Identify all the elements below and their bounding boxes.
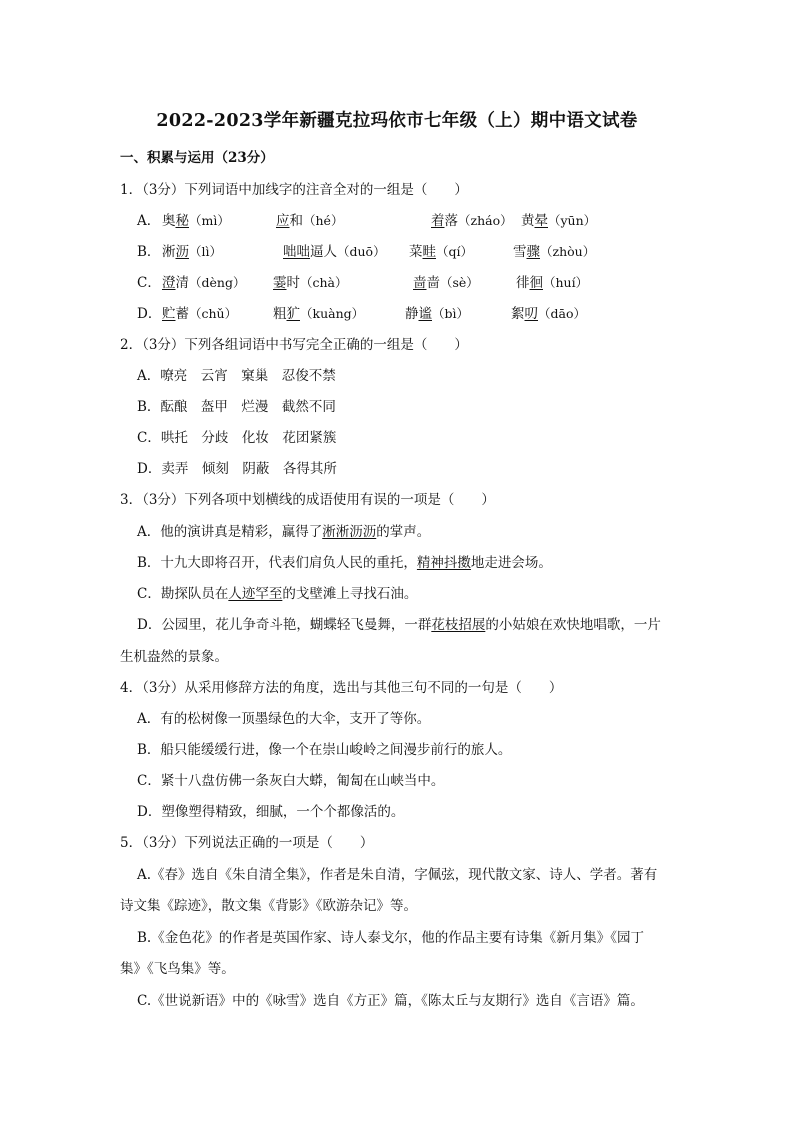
q1-c-word-3: 啬啬（sè） [413,275,479,291]
section-heading: 一、积累与运用（23分） [120,150,274,166]
q1-a-word-2: 应和（hé） [276,213,344,229]
question-2-stem: 2．（3分）下列各组词语中书写完全正确的一组是（ ） [120,337,468,353]
q1-b-word-1: 淅沥（lì） [162,244,222,260]
question-3-option-d-continued: 生机盎然的景象。 [120,649,228,665]
question-5-option-b-continued: 集》《飞鸟集》等。 [120,961,235,977]
question-2-option-b: B．酝酿 盔甲 烂漫 截然不同 [137,399,336,415]
question-3-option-c: C．勘探队员在人迹罕至的戈壁滩上寻找石油。 [137,586,418,602]
q1-d-word-4: 絮叨（dāo） [511,306,586,322]
question-4-option-a: A．有的松树像一顶墨绿色的大伞，支开了等你。 [137,711,431,727]
question-4-option-b: B．船只能缓缓行进，像一个在崇山峻岭之间漫步前行的旅人。 [137,742,512,758]
q1-d-word-3: 静谧（bì） [405,306,469,322]
question-2-option-d: D．卖弄 倾刻 阴蔽 各得其所 [137,461,337,477]
question-4-stem: 4．（3分）从采用修辞方法的角度，选出与其他三句不同的一句是（ ） [120,680,563,696]
question-5-option-a-continued: 诗文集《踪迹》，散文集《背影》《欧游杂记》等。 [120,898,417,914]
q1-b-word-2: 咄咄逼人（duō） [283,244,386,260]
q1-b-word-4: 雪骤（zhòu） [513,244,596,260]
option-label: B． [137,244,161,260]
option-label: D． [137,306,162,322]
question-2-option-a: A．嘹亮 云宵 窠巢 忍俊不禁 [137,368,336,384]
question-4-option-d: D．塑像塑得精致，细腻，一个个都像活的。 [137,804,405,820]
page-title: 2022-2023学年新疆克拉玛依市七年级（上）期中语文试卷 [156,111,638,131]
question-3-option-d: D．公园里，花儿争奇斗艳，蝴蝶轻飞曼舞，一群花枝招展的小姑娘在欢快地唱歌，一片 [137,617,661,633]
option-label: C． [137,275,161,291]
question-5-option-b: B.《金色花》的作者是英国作家、诗人泰戈尔，他的作品主要有诗集《新月集》《园丁 [137,930,644,946]
question-3-option-b: B．十九大即将召开，代表们肩负人民的重托，精神抖擞地走进会场。 [137,555,552,571]
question-5-stem: 5．（3分）下列说法正确的一项是（ ） [120,835,374,851]
option-label: A． [137,213,161,229]
question-5-option-c: C.《世说新语》中的《咏雪》选自《方正》篇，《陈太丘与友期行》选自《言语》篇。 [137,993,644,1009]
question-3-stem: 3．（3分）下列各项中划横线的成语使用有误的一项是（ ） [120,492,495,508]
question-1-stem: 1．（3分）下列词语中加线字的注音全对的一组是（ ） [120,182,468,198]
question-4-option-c: C．紧十八盘仿佛一条灰白大蟒，匍匐在山峡当中。 [137,773,445,789]
q1-a-word-3: 着落（zháo） [431,213,513,229]
q1-c-word-4: 徘徊（huí） [516,275,589,291]
q1-a-word-1: 奥秘（mì） [162,213,230,229]
question-5-option-a: A.《春》选自《朱自清全集》，作者是朱自清，字佩弦，现代散文家、诗人、学者。著有 [137,867,658,883]
q1-c-word-2: 霎时（chà） [273,275,348,291]
q1-b-word-3: 菜畦（qí） [409,244,473,260]
q1-a-word-4: 黄晕（yūn） [521,213,597,229]
question-2-option-c: C．哄托 分歧 化妆 花团紧簇 [137,430,337,446]
q1-d-word-1: 贮蓄（chǔ） [162,306,238,322]
question-3-option-a: A．他的演讲真是精彩，赢得了淅淅沥沥的掌声。 [137,524,431,540]
q1-d-word-2: 粗犷（kuàng） [273,306,365,322]
q1-c-word-1: 澄清（dèng） [162,275,246,291]
